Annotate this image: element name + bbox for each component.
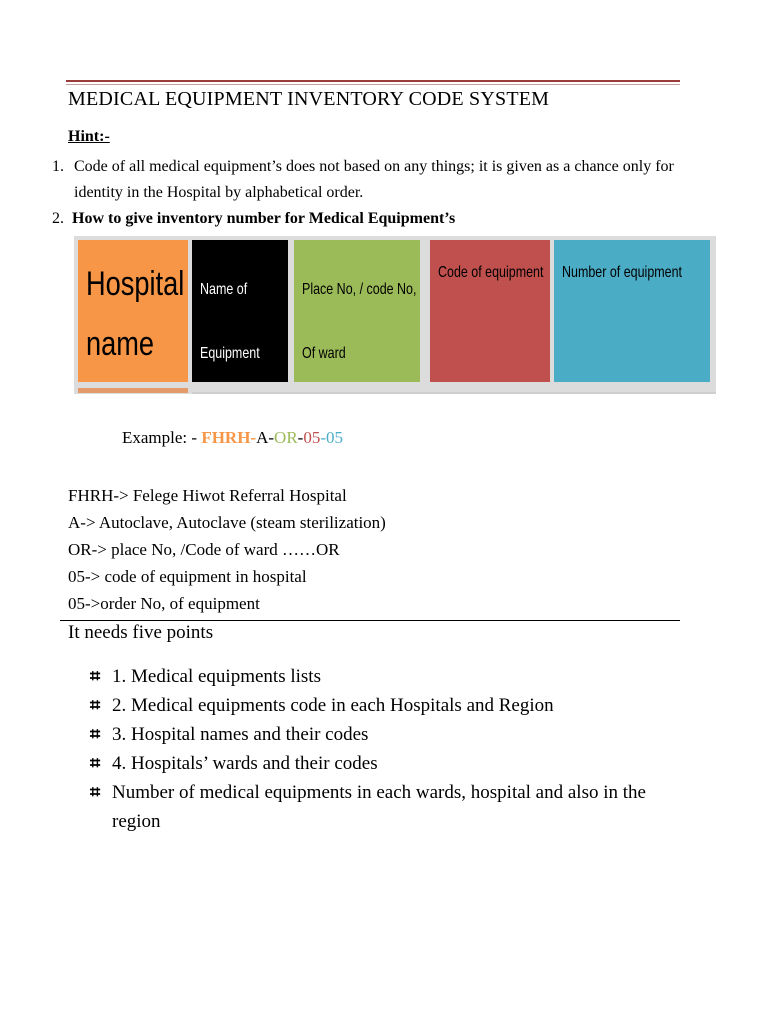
code-box-label: Code of equipment (438, 264, 544, 281)
points-list (90, 662, 690, 836)
diagram-shadow (192, 392, 716, 394)
code-box-hospital-name (78, 240, 188, 382)
hint-item-1 (52, 154, 692, 206)
hash-icon: ⌗ (90, 666, 101, 687)
hint-item-number: 2. (52, 210, 64, 227)
hash-icon: ⌗ (90, 695, 101, 716)
hash-icon: ⌗ (90, 724, 101, 745)
code-legend (68, 482, 386, 617)
legend-line: FHRH-> Felege Hiwot Referral Hospital (68, 486, 347, 505)
list-item (90, 720, 690, 749)
page-title: MEDICAL EQUIPMENT INVENTORY CODE SYSTEM (68, 88, 550, 110)
example-hospital-code: FHRH (201, 428, 251, 447)
list-item-text: 3. Hospital names and their codes (112, 724, 369, 745)
code-box-label: Place No, / code No, Of ward (302, 281, 417, 362)
section-divider (60, 620, 680, 621)
list-item-text: 4. Hospitals’ wards and their codes (112, 753, 378, 774)
hint-item-2 (52, 207, 455, 231)
hint-label: Hint:- (68, 128, 110, 145)
example-separator: - (268, 428, 275, 447)
example-separator: - (320, 428, 327, 447)
list-item (90, 778, 690, 836)
code-box-equipment-code (430, 240, 550, 382)
top-rule (66, 80, 680, 82)
code-diagram (74, 236, 716, 394)
list-item (90, 662, 690, 691)
needs-heading: It needs five points (68, 622, 214, 643)
hash-icon: ⌗ (90, 753, 101, 774)
hash-icon: ⌗ (90, 782, 101, 803)
example-line (122, 428, 343, 448)
code-box-label: Hospital name (86, 265, 185, 363)
list-item-text: 2. Medical equipments code in each Hospitals and Region (112, 695, 554, 716)
legend-line: 05-> code of equipment in hospital (68, 567, 307, 586)
example-separator: - (297, 428, 304, 447)
example-equipment-code: A (256, 428, 269, 447)
legend-line: A-> Autoclave, Autoclave (steam sterilization) (68, 513, 386, 532)
hint-item-text: Code of all medical equipment’s does not based on any things; it is given as a chance only for identity in the Hospital by alphabetical order. (74, 158, 674, 201)
list-item-text: 1. Medical equipments lists (112, 666, 321, 687)
diagram-shadow-accent (78, 388, 188, 393)
hint-item-text: How to give inventory number for Medical Equipment’s (72, 210, 456, 227)
code-box-label: Name of Equipment (200, 281, 260, 362)
code-box-label: Number of equipment (562, 264, 683, 281)
legend-line: 05->order No, of equipment (68, 594, 260, 613)
code-box-equipment-number (554, 240, 710, 382)
hint-item-number: 1. (52, 158, 64, 175)
code-box-equipment-name (192, 240, 288, 382)
example-ward-code: OR (274, 428, 298, 447)
list-item-text: Number of medical equipments in each wards, hospital and also in the region (112, 782, 646, 832)
top-rule-secondary (66, 84, 680, 85)
list-item (90, 691, 690, 720)
example-code-number: 05 (303, 428, 321, 447)
example-prefix: Example: - (122, 428, 202, 447)
list-item (90, 749, 690, 778)
legend-line: OR-> place No, /Code of ward ……OR (68, 540, 340, 559)
example-order-number: 05 (326, 428, 344, 447)
example-separator: - (250, 428, 257, 447)
code-box-ward-code (294, 240, 420, 382)
